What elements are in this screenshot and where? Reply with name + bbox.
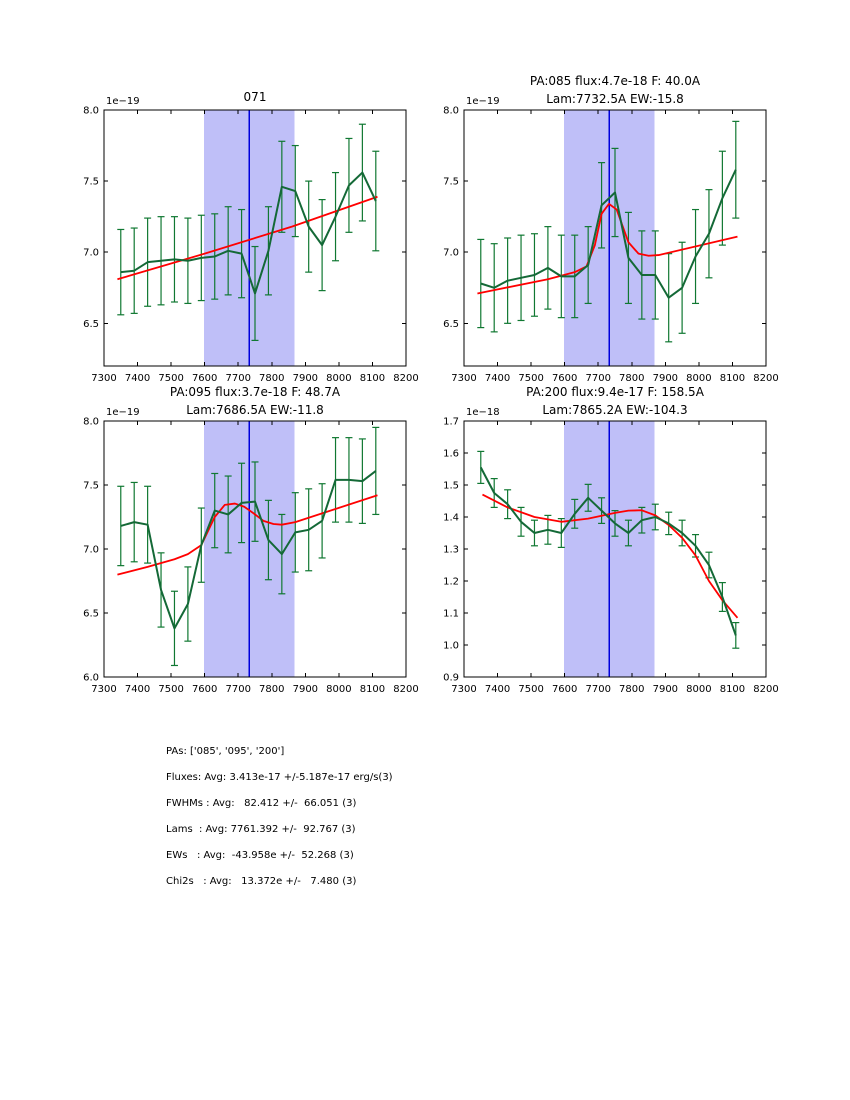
axis-offset-label: 1e−19 <box>106 96 140 107</box>
plot-title-line: PA:200 flux:9.4e-17 F: 158.5A <box>526 385 704 399</box>
y-tick-label: 0.9 <box>443 672 459 684</box>
y-tick-label: 1.0 <box>443 640 459 652</box>
plot-title-line: PA:085 flux:4.7e-18 F: 40.0A <box>529 74 701 88</box>
y-tick-label: 1.5 <box>443 480 459 492</box>
x-tick-label: 7800 <box>259 373 285 384</box>
y-tick-label: 1.7 <box>443 416 459 428</box>
stats-line-chi2s: Chi2s : Avg: 13.372e +/- 7.480 (3) <box>166 876 357 887</box>
x-tick-label: 7900 <box>652 684 679 695</box>
plot-title-line: 071 <box>243 90 267 104</box>
x-tick-label: 7500 <box>518 373 544 384</box>
axis-offset-label: 1e−19 <box>466 96 500 107</box>
spectrum-plot-0 <box>83 90 419 384</box>
x-tick-label: 7400 <box>124 373 151 384</box>
x-tick-label: 7400 <box>124 684 151 695</box>
y-tick-label: 1.6 <box>443 448 459 460</box>
y-tick-label: 7.0 <box>443 247 459 259</box>
x-tick-label: 7300 <box>451 373 477 384</box>
y-tick-label: 1.1 <box>443 608 459 620</box>
axis-offset-label: 1e−19 <box>106 407 140 418</box>
spectrum-plot-2 <box>83 385 419 695</box>
x-tick-label: 7500 <box>158 373 184 384</box>
x-tick-label: 7300 <box>91 684 117 695</box>
x-tick-label: 7400 <box>484 684 511 695</box>
y-tick-label: 8.0 <box>83 105 99 117</box>
x-tick-label: 7300 <box>451 684 477 695</box>
x-tick-label: 7800 <box>619 373 645 384</box>
x-tick-label: 7600 <box>551 684 578 695</box>
axis-offset-label: 1e−18 <box>466 407 500 418</box>
y-tick-label: 6.5 <box>443 318 459 330</box>
y-tick-label: 7.5 <box>443 176 459 188</box>
y-tick-label: 1.2 <box>443 576 459 588</box>
stats-line-lams: Lams : Avg: 7761.392 +/- 92.767 (3) <box>166 824 356 835</box>
x-tick-label: 7700 <box>585 373 611 384</box>
x-tick-label: 8200 <box>753 684 779 695</box>
x-tick-label: 7900 <box>292 684 319 695</box>
y-tick-label: 7.5 <box>83 480 99 492</box>
y-tick-label: 6.5 <box>83 608 99 620</box>
x-tick-label: 7800 <box>619 684 645 695</box>
x-tick-label: 8100 <box>719 373 746 384</box>
x-tick-label: 7800 <box>259 684 285 695</box>
x-tick-label: 7500 <box>518 684 544 695</box>
x-tick-label: 8100 <box>359 373 386 384</box>
y-tick-label: 7.0 <box>83 544 99 556</box>
x-tick-label: 8200 <box>393 684 419 695</box>
stats-block <box>166 739 393 895</box>
stats-line-pas: PAs: ['085', '095', '200'] <box>166 746 285 757</box>
stats-line-fluxes: Fluxes: Avg: 3.413e-17 +/-5.187e-17 erg/s(3) <box>166 772 393 783</box>
x-tick-label: 7700 <box>225 684 251 695</box>
x-tick-label: 8100 <box>719 684 746 695</box>
x-tick-label: 8200 <box>393 373 419 384</box>
stats-line-ews: EWs : Avg: -43.958e +/- 52.268 (3) <box>166 850 354 861</box>
plot-title-line: Lam:7865.2A EW:-104.3 <box>542 403 688 417</box>
y-tick-label: 1.4 <box>443 512 459 524</box>
x-tick-label: 7700 <box>225 373 251 384</box>
y-tick-label: 6.5 <box>83 318 99 330</box>
plot-title-line: PA:095 flux:3.7e-18 F: 48.7A <box>169 385 341 399</box>
x-tick-label: 7600 <box>191 373 218 384</box>
y-tick-label: 6.0 <box>83 672 99 684</box>
x-tick-label: 8000 <box>686 373 712 384</box>
y-tick-label: 8.0 <box>83 416 99 428</box>
plot-title-line: Lam:7732.5A EW:-15.8 <box>546 92 684 106</box>
plot-title-line: Lam:7686.5A EW:-11.8 <box>186 403 324 417</box>
x-tick-label: 7300 <box>91 373 117 384</box>
y-tick-label: 7.5 <box>83 176 99 188</box>
x-tick-label: 7600 <box>191 684 218 695</box>
y-tick-label: 7.0 <box>83 247 99 259</box>
spectrum-plot-3 <box>443 385 779 695</box>
x-tick-label: 7900 <box>292 373 319 384</box>
y-tick-label: 1.3 <box>443 544 459 556</box>
x-tick-label: 7400 <box>484 373 511 384</box>
x-tick-label: 8000 <box>326 373 352 384</box>
spectrum-plot-1 <box>443 74 779 384</box>
y-tick-label: 8.0 <box>443 105 459 117</box>
x-tick-label: 8100 <box>359 684 386 695</box>
x-tick-label: 7900 <box>652 373 679 384</box>
x-tick-label: 7700 <box>585 684 611 695</box>
stats-line-fwhms: FWHMs : Avg: 82.412 +/- 66.051 (3) <box>166 798 357 809</box>
x-tick-label: 8000 <box>686 684 712 695</box>
x-tick-label: 7500 <box>158 684 184 695</box>
x-tick-label: 8200 <box>753 373 779 384</box>
x-tick-label: 8000 <box>326 684 352 695</box>
x-tick-label: 7600 <box>551 373 578 384</box>
